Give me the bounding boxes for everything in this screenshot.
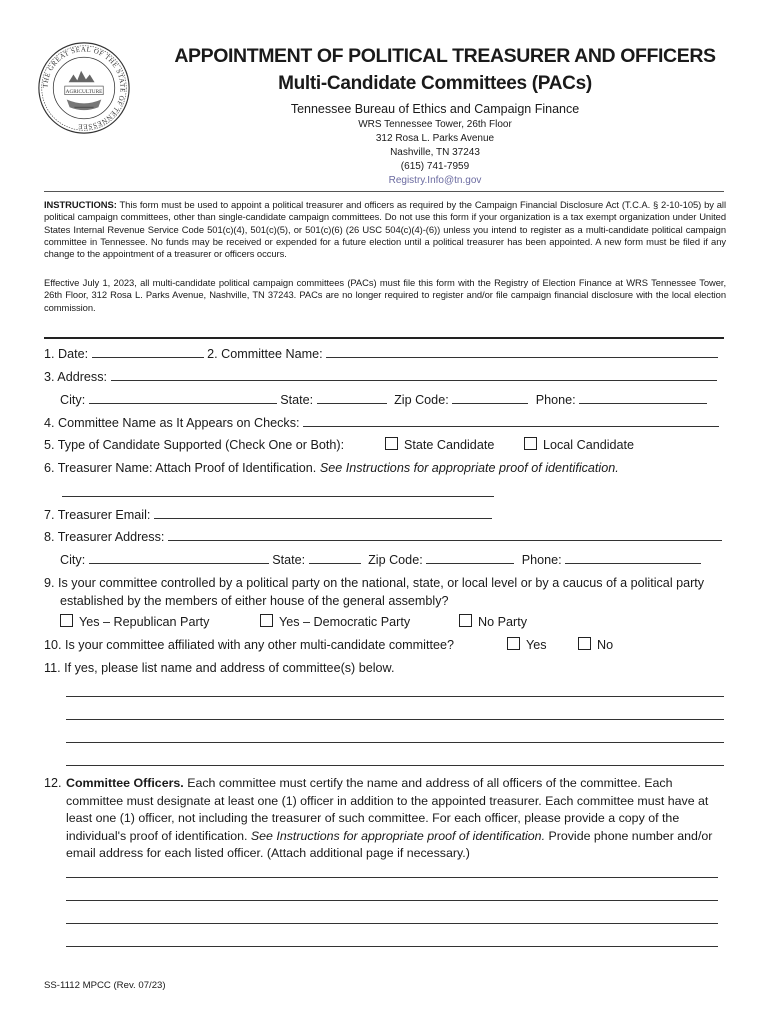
- treasurer-zip-label: Zip Code:: [368, 553, 423, 567]
- form-subtitle: Multi-Candidate Committees (PACs): [278, 73, 592, 94]
- affiliation-yes-option[interactable]: [507, 637, 547, 653]
- treasurer-address-field[interactable]: [168, 529, 722, 541]
- section-divider: [44, 337, 724, 339]
- affiliation-no-checkbox[interactable]: [578, 637, 591, 650]
- committee-name-field[interactable]: [326, 346, 718, 358]
- officers-number: 12.: [44, 776, 62, 790]
- state-candidate-checkbox[interactable]: [385, 437, 398, 450]
- treasurer-name-label: 6. Treasurer Name: Attach Proof of Identification.: [44, 461, 320, 475]
- zip-label: Zip Code:: [394, 393, 449, 407]
- affiliated-committees-label: 11. If yes, please list name and address of committee(s) below.: [44, 661, 395, 675]
- form-title: APPOINTMENT OF POLITICAL TREASURER AND OFFICERS: [174, 45, 716, 67]
- affiliation-yes-label: Yes: [526, 638, 547, 652]
- democratic-checkbox[interactable]: [260, 614, 273, 627]
- affiliated-committee-line[interactable]: [66, 696, 724, 697]
- officer-line[interactable]: [66, 900, 718, 901]
- republican-checkbox[interactable]: [60, 614, 73, 627]
- date-field[interactable]: [92, 346, 204, 358]
- state-candidate-label: State Candidate: [404, 438, 495, 452]
- treasurer-email-field[interactable]: [154, 507, 492, 519]
- treasurer-address-label: 8. Treasurer Address:: [44, 530, 165, 544]
- affiliation-yes-checkbox[interactable]: [507, 637, 520, 650]
- row-date-committee: [44, 346, 718, 362]
- affiliation-no-option[interactable]: [578, 637, 613, 653]
- city-field[interactable]: [89, 392, 277, 404]
- affiliated-committee-line[interactable]: [66, 719, 724, 720]
- candidate-type-label: 5. Type of Candidate Supported (Check One or Both):: [44, 438, 345, 452]
- address-field[interactable]: [111, 369, 717, 381]
- party-control-question: 9. Is your committee controlled by a political party on the national, state, or local level or by a caucus of a political party established by the members of either house of the general assembly?: [44, 576, 705, 608]
- affiliated-committee-line[interactable]: [66, 765, 724, 766]
- affiliated-committee-line[interactable]: [66, 742, 724, 743]
- officers-text: Each committee must certify the name and address of all officers of the committee. Each committee must designate at least one (1) officer in addition to the appointed treasurer. Each committee must have at least one (1) officer, not including the treasurer of such committee. For each officer, please provide a copy of the individual's proof of identification.: [66, 776, 709, 843]
- state-label: State:: [280, 393, 314, 407]
- instructions-label: INSTRUCTIONS:: [44, 199, 117, 210]
- officers-id-note: See Instructions for appropriate proof of identification.: [250, 828, 546, 843]
- affiliation-no-label: No: [597, 638, 614, 652]
- affiliation-question: 10. Is your committee affiliated with any other multi-candidate committee?: [44, 638, 454, 652]
- treasurer-city-label: City:: [60, 553, 86, 567]
- city-label: City:: [60, 393, 86, 407]
- officers-paragraph: [66, 775, 726, 863]
- row-treasurer-address: [44, 529, 722, 545]
- treasurer-state-label: State:: [272, 553, 306, 567]
- instructions-paragraph: [44, 199, 726, 260]
- treasurer-zip-field[interactable]: [426, 552, 514, 564]
- republican-label: Yes – Republican Party: [79, 615, 210, 629]
- address-line: 312 Rosa L. Parks Avenue: [375, 133, 495, 144]
- phone-field[interactable]: [579, 392, 707, 404]
- state-candidate-option[interactable]: [385, 437, 494, 453]
- zip-field[interactable]: [452, 392, 528, 404]
- seal-inner-text: AGRICULTURE: [65, 88, 103, 95]
- agency-name: Tennessee Bureau of Ethics and Campaign Finance: [290, 102, 580, 116]
- phone-line: (615) 741-7959: [400, 161, 470, 172]
- treasurer-name-field[interactable]: [62, 496, 494, 497]
- officers-heading: Committee Officers.: [66, 776, 184, 790]
- no-party-option[interactable]: [459, 614, 527, 630]
- officer-line[interactable]: [66, 923, 718, 924]
- local-candidate-label: Local Candidate: [543, 438, 635, 452]
- treasurer-state-field[interactable]: [309, 552, 361, 564]
- row-checks-name: [44, 415, 719, 431]
- treasurer-phone-field[interactable]: [565, 552, 701, 564]
- seal-ring-text: THE GREAT SEAL OF THE STATE OF TENNESSEE: [42, 46, 126, 130]
- row-city-state: [60, 392, 707, 408]
- checks-name-label: 4. Committee Name as It Appears on Checks:: [44, 416, 300, 430]
- treasurer-id-note: See Instructions for appropriate proof of identification.: [319, 461, 619, 475]
- row-address: [44, 369, 717, 385]
- phone-label: Phone:: [535, 393, 576, 407]
- no-party-label: No Party: [478, 615, 527, 629]
- treasurer-phone-label: Phone:: [521, 553, 562, 567]
- local-candidate-option[interactable]: [524, 437, 634, 453]
- effective-paragraph: Effective July 1, 2023, all multi-candidate political campaign committees (PACs) must file this form with the Registry of Election Finance at WRS Tennessee Tower, 26th Floor, 312 Rosa L. Parks Avenue, Nashville, TN 37243. PACs are no longer required to register and/or file campaign financial disclosure with the local election commission.: [44, 277, 726, 313]
- contact-email: Registry.Info@tn.gov: [388, 175, 482, 186]
- officer-line[interactable]: [66, 946, 718, 947]
- republican-option[interactable]: [60, 614, 209, 630]
- local-candidate-checkbox[interactable]: [524, 437, 537, 450]
- treasurer-email-label: 7. Treasurer Email:: [44, 508, 151, 522]
- democratic-label: Yes – Democratic Party: [279, 615, 411, 629]
- address-label: 3. Address:: [44, 370, 108, 384]
- treasurer-city-field[interactable]: [89, 552, 269, 564]
- officer-line[interactable]: [66, 877, 718, 878]
- instructions-text: This form must be used to appoint a political treasurer and officers as required by the Campaign Financial Disclosure Act (T.C.A. § 2-10-105) by all political campaign committees, other than single-candidate campaign committees. Do not use this form if your organization is a tax exempt organization under United States Internal Revenue Service Code 501(c)(4), 501(c)(5), or 501(c)(6) (26 USC 504(c)(4)-(6)) unless you intend to register as a multi-candidate political campaign committee in Tennessee. No funds may be received or expended for a future election until a political treasurer has been appointed. A new form must be filed if any change to the appointment of a treasurer or officers occurs.: [44, 199, 726, 260]
- form-id-footer: SS-1112 MPCC (Rev. 07/23): [44, 980, 166, 991]
- row-treasurer-email: [44, 507, 492, 523]
- date-label: 1. Date:: [44, 347, 89, 361]
- row-treasurer-city: [60, 552, 701, 568]
- officers-text-2: Provide phone number and/or email address for each listed officer. (Attach additional page if necessary.): [66, 828, 713, 860]
- address-line: WRS Tennessee Tower, 26th Floor: [358, 119, 512, 130]
- democratic-option[interactable]: [260, 614, 410, 630]
- committee-name-label: 2. Committee Name:: [207, 347, 323, 361]
- header-divider: [44, 191, 724, 192]
- state-field[interactable]: [317, 392, 387, 404]
- row-treasurer-name: [44, 460, 619, 476]
- no-party-checkbox[interactable]: [459, 614, 472, 627]
- row-candidate-type: [44, 437, 344, 453]
- checks-name-field[interactable]: [303, 415, 719, 427]
- address-line: Nashville, TN 37243: [390, 147, 480, 158]
